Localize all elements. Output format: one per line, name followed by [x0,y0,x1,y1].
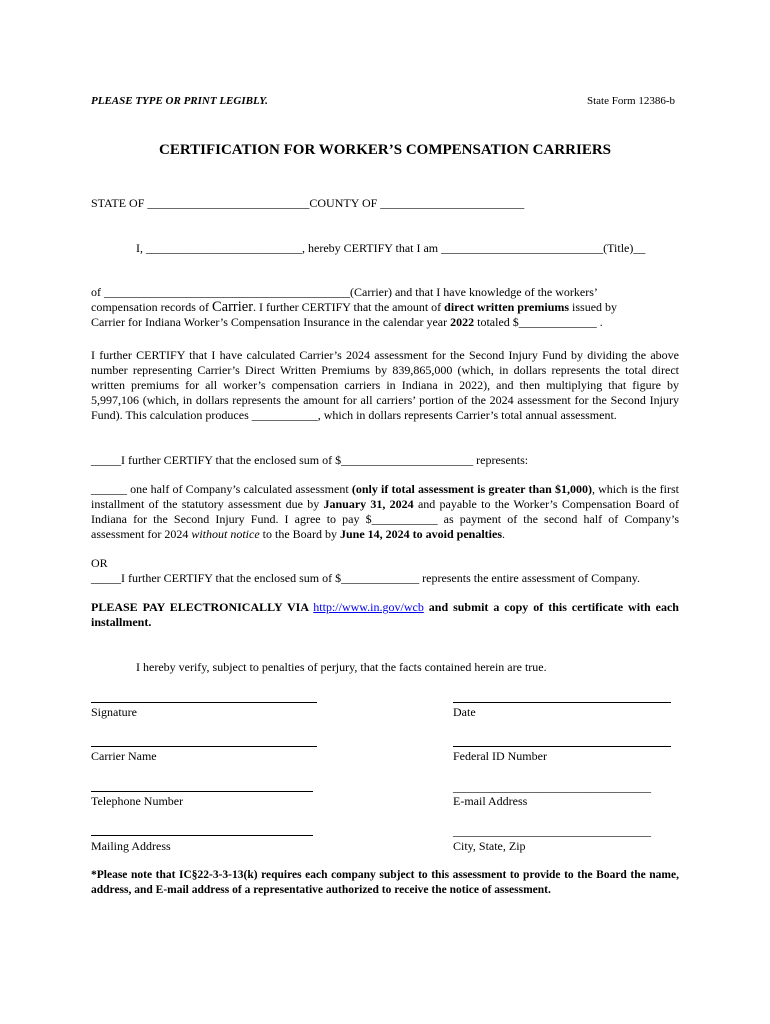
year-bold: 2022 [450,315,475,329]
email-field[interactable]: _________________________________ [453,780,651,794]
title-field[interactable]: ___________________________ [441,241,604,255]
signature-line[interactable] [91,702,317,703]
para4-text-1: ______ one half of Company’s calculated assessment [91,482,352,496]
verify-statement: I hereby verify, subject to penalties of perjury, that the facts contained herein are true. [136,660,547,674]
para1-text-4: issued by [569,300,618,314]
telephone-line[interactable] [91,791,313,792]
or-label: OR [91,556,108,570]
telephone-label: Telephone Number [91,794,184,808]
state-county-line [91,196,524,210]
email-label: E-mail Address [453,794,528,808]
para1-text-2: compensation records of [91,300,212,314]
para1-text-7: ___ . [578,315,603,329]
carrier-field[interactable]: _________________________________________(Carrier) [104,285,392,299]
calculation-paragraph: I further CERTIFY that I have calculated Carrier’s 2024 assessment for the Second Injury Fund by dividing the above number representing Carrier’s Direct Written Premiums by 839,865,000 (which, in dollars represents the total direct written premiums for all worker’s compensation carriers in Indiana in 2022), and then multiplying that figure by 5,997,106 (which, in dollars represents the amount for all carriers’ portion of the 2024 assessment for the Second Injury Fund). This calculation produces ___________, which in dollars represents Carrier’s total annual assessment. [91,348,679,422]
of-label: of [91,285,104,299]
county-label: COUNTY OF [309,196,381,210]
para1-text-6: totaled [474,315,513,329]
instruction-text: PLEASE TYPE OR PRINT LEGIBLY. [91,95,268,107]
name-field[interactable]: __________________________ [146,241,302,255]
amount-field[interactable]: $__________ [512,315,579,329]
date-line[interactable] [453,702,671,703]
state-label: STATE OF [91,196,148,210]
para1-text-1: and that I have knowledge of the workers’ [391,285,598,299]
city-label: City, State, Zip [453,839,526,853]
para4-bold-3: June 14, 2024 to avoid penalties [339,527,502,541]
statute-note: *Please note that IC§22-3-3-13(k) requires each company subject to this assessment to provide to the Board the name, address, and E-mail address of a representative authorized to receive the notice of assessment. [91,869,679,896]
para3-prefix: _____I further CERTIFY that the enclosed sum of [91,453,336,467]
entire-assessment-line: _____I further CERTIFY that the enclosed sum of $_____________ represents the entire assessment of Company. [91,571,640,585]
para4-text-2: , which is the first installment of the statutory assessment due by [91,482,679,511]
page-title: CERTIFICATION FOR WORKER’S COMPENSATION CARRIERS [158,142,612,158]
dwp-bold: direct written premiums [444,300,570,314]
para4-bold-2: January 31, 2024 [323,497,414,511]
federal-id-label: Federal ID Number [453,749,547,763]
federal-id-line[interactable] [453,746,671,747]
carrier-word: Carrier [211,299,254,315]
pay-text-2: and submit a copy of this certificate with each installment. [91,600,679,629]
para4-text-3: and payable to the Worker’s Compensation Board of Indiana for the Second Injury Fund. I agree to pay $___________ as payment of the second half of Company’s assessment for 2024 [91,497,679,541]
mailing-label: Mailing Address [91,839,171,853]
date-label: Date [453,705,476,719]
para3-suffix: represents: [473,453,529,467]
carrier-name-line[interactable] [91,746,317,747]
state-field[interactable]: ___________________________ [147,196,310,210]
pay-text-1: PLEASE PAY ELECTRONICALLY VIA [91,600,314,614]
enclosed-sum-line [91,453,528,467]
title-label: (Title)__ [603,241,646,255]
form-number: State Form 12386-b [587,95,675,107]
wcb-link[interactable]: http://www.in.gov/wcb [313,600,424,614]
para1-text-3: . I further CERTIFY that the amount of [253,300,445,314]
half-assessment-paragraph [91,482,679,542]
certify-text: , hereby CERTIFY that I am [302,241,442,255]
certify-line [136,241,645,255]
para4-text-4: to the Board by [259,527,340,541]
para4-text-5: . [502,527,505,541]
carrier-name-label: Carrier Name [91,749,157,763]
i-label: I, [136,241,146,255]
pay-electronically [91,600,679,630]
para4-italic: without notice [191,527,260,541]
county-field[interactable]: ________________________ [380,196,525,210]
mailing-line[interactable] [91,835,313,836]
city-field[interactable]: _________________________________ [453,824,651,838]
carrier-paragraph [91,285,679,330]
enclosed-sum-field[interactable]: $______________________ [335,453,474,467]
signature-label: Signature [91,705,137,719]
para1-text-5: Carrier for Indiana Worker’s Compensation Insurance in the calendar year [91,315,451,329]
para4-bold-1: (only if total assessment is greater than $1,000) [351,482,592,496]
